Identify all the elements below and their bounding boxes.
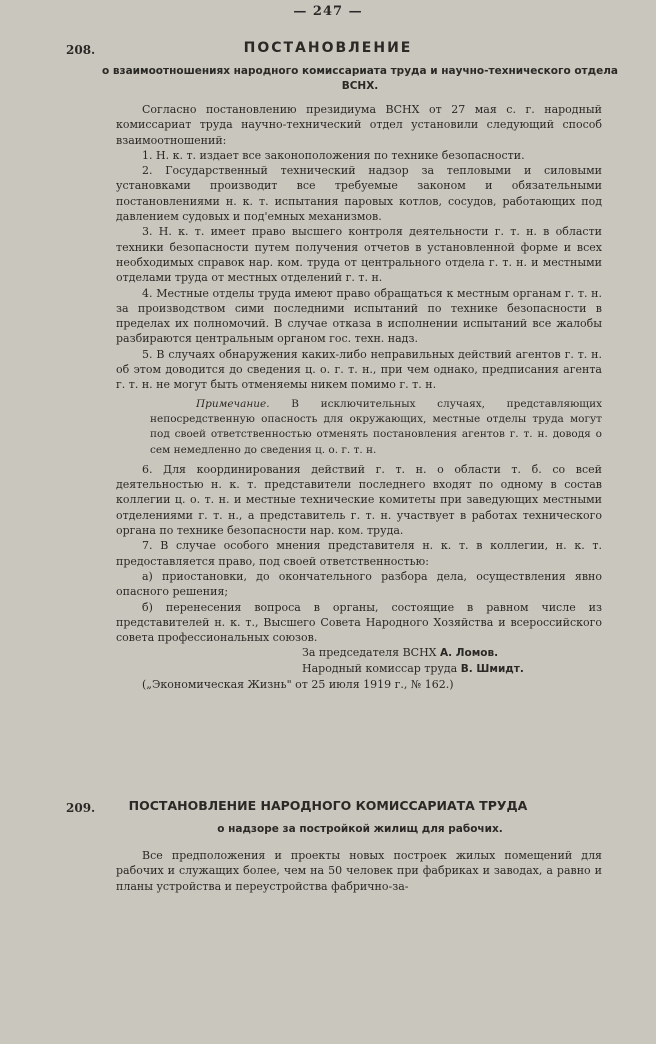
signature-2-name: В. Шмидт. <box>460 663 524 676</box>
signature-1 <box>116 645 602 661</box>
page-number: — 247 — <box>293 4 363 19</box>
paragraph-7b: б) перенесения вопроса в органы, состоящие в равном числе из представителей н. к. т., Высшего Совета Народного Хозяйства и всероссийского совета профессиональных союзов. <box>116 600 602 645</box>
document-number-209: 209. <box>66 801 96 815</box>
paragraph-209: Все предположения и проекты новых построек жилых помещений для рабочих и служащих более, чем на 50 человек при фабриках и заводах, а равно и планы устройства и переустройства фабрично-за- <box>116 849 602 893</box>
note <box>150 397 602 458</box>
subtitle-208: о взаимоотношениях народного комиссариата труда и научно-технического отдела ВСНХ. <box>101 65 619 92</box>
signature-1-role: За председателя ВСНХ <box>302 646 437 660</box>
paragraph-6: 6. Для координирования действий г. т. н. о области т. б. со всей деятельностью н. к. т. представители последнего входят по одному в состав коллегии ц. о. т. н. и местные технические комитеты при заведующих местными отделениями г. т. н., а представитель г. т. н. участвует в работах технического органа по технике безопасности нар. ком. труда. <box>116 462 602 538</box>
paragraph-7: 7. В случае особого мнения представителя н. к. т. в коллегии, н. к. т. предоставляется право, под своей ответственностью: <box>116 539 602 568</box>
title-208: ПОСТАНОВЛЕНИЕ <box>243 40 413 56</box>
paragraph-1: 1. Н. к. т. издает все законоположения по технике безопасности. <box>142 148 525 162</box>
document-number-208: 208. <box>66 43 96 57</box>
paragraph-3: 3. Н. к. т. имеет право высшего контроля деятельности г. т. н. в области техники безопасности путем получения отчетов в установленной форме и всех необходимых справок нар. ком. труда от центрального отдела г. т. н. и местными отделами труда от местных отделений г. т. н. <box>116 225 602 285</box>
paragraph-intro: Согласно постановлению президиума ВСНХ от 27 мая с. г. народный комиссариат труда научно-технический отдел установили следующий способ взаимоотношений: <box>116 103 602 147</box>
title-209: ПОСТАНОВЛЕНИЕ НАРОДНОГО КОМИССАРИАТА ТРУДА <box>128 798 528 813</box>
body-208 <box>116 102 602 693</box>
subtitle-209: о надзоре за постройкой жилищ для рабочих. <box>217 823 503 835</box>
source-citation: („Экономическая Жизнь" от 25 июля 1919 г., № 162.) <box>142 678 454 692</box>
signature-2 <box>116 661 602 677</box>
signature-1-name: А. Ломов. <box>440 647 499 660</box>
note-label: Примечание. <box>196 397 270 410</box>
paragraph-7a: а) приостановки, до окончательного разбора дела, осуществления явно опасного решения; <box>116 569 602 599</box>
paragraph-5: 5. В случаях обнаружения каких-либо неправильных действий агентов г. т. н. об этом доводится до сведения ц. о. г. т. н., при чем однако, предписания агента г. т. н. не могут быть отменяемы никем помимо г. т. н. <box>116 347 602 392</box>
paragraph-2: 2. Государственный технический надзор за тепловыми и силовыми установками производит все требуемые законом и обязательными постановлениями н. к. т. испытания паровых котлов, сосудов, работающих под давлением судовых и под'емных механизмов. <box>116 164 602 224</box>
signature-2-role: Народный комиссар труда <box>302 662 458 676</box>
paragraph-4: 4. Местные отделы труда имеют право обращаться к местным органам г. т. н. за производством сими последними испытаний по технике безопасности в пределах их полномочий. В случае отказа в исполнении испытаний все жалобы разбираются центральным органом гос. техн. надз. <box>116 286 602 346</box>
note-text: В исключительных случаях, представляющих непосредственную опасность для окружающих, местные отделы труда могут под своей ответственностью отменять постановления агентов г. т. н. доводя о сем немедленно до сведения ц. о. г. т. н. <box>150 397 602 456</box>
body-209 <box>116 848 602 894</box>
